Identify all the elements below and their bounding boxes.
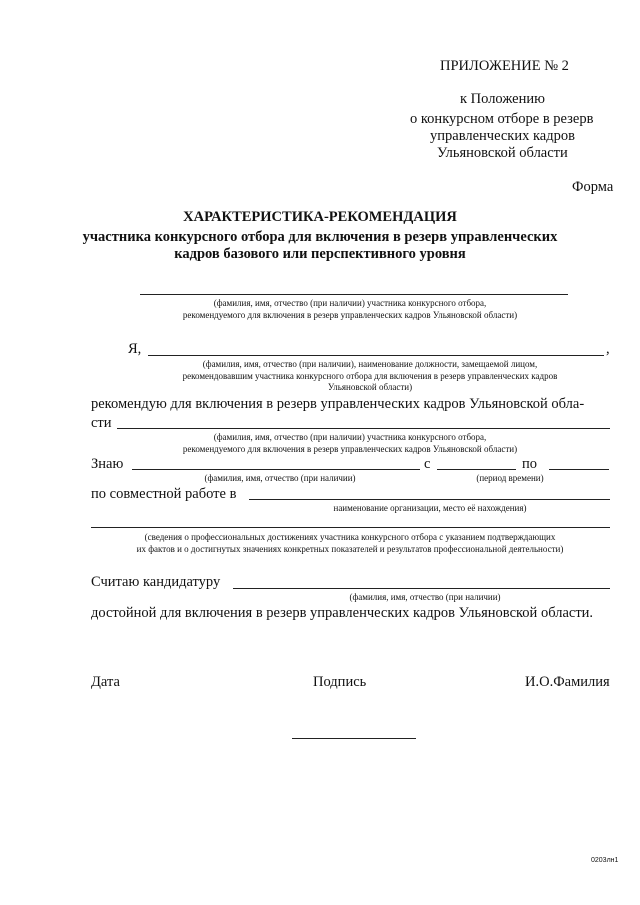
consider-name-line[interactable] — [233, 588, 610, 589]
document-subtitle-1: участника конкурсного отбора для включения в резерв управленческих — [82, 229, 558, 245]
worthy-text: достойной для включения в резерв управленческих кадров Ульяновской области. — [91, 605, 594, 621]
ref-line-2: о конкурсном отборе в резерв — [410, 111, 594, 127]
know-name-line[interactable] — [132, 469, 420, 470]
consider-label: Считаю кандидатуру — [91, 574, 221, 590]
period-to-line[interactable] — [549, 469, 609, 470]
participant-name-line[interactable] — [140, 294, 568, 295]
form-label: Форма — [572, 179, 614, 195]
footer-code: 0203лн1 — [591, 857, 619, 864]
bottom-short-line — [292, 738, 416, 739]
candidate-caption-2: рекомендуемого для включения в резерв управленческих кадров Ульяновской области) — [182, 444, 518, 454]
date-label: Дата — [91, 674, 120, 690]
consider-caption: (фамилия, имя, отчество (при наличии) — [349, 592, 501, 602]
recommender-caption-3: Ульяновской области) — [327, 382, 413, 392]
achievements-caption-1: (сведения о профессиональных достижениях участника конкурсного отбора с указанием подтверждающих — [144, 532, 556, 542]
know-label: Знаю — [91, 456, 124, 472]
document-title: ХАРАКТЕРИСТИКА-РЕКОМЕНДАЦИЯ — [183, 209, 457, 225]
sti-label: сти — [91, 415, 112, 431]
ref-line-1: к Положению — [460, 91, 545, 107]
period-from-line[interactable] — [437, 469, 516, 470]
ya-label: Я, — [128, 341, 142, 357]
participant-caption-1: (фамилия, имя, отчество (при наличии) участника конкурсного отбора, — [213, 298, 487, 308]
ref-line-4: Ульяновской области — [437, 145, 568, 161]
ref-line-3: управленческих кадров — [430, 128, 575, 144]
org-caption: наименование организации, место её нахождения) — [333, 503, 527, 513]
recommender-caption-2: рекомендовавшим участника конкурсного отбора для включения в резерв управленческих кадров — [182, 371, 558, 381]
achievements-line[interactable] — [91, 527, 610, 528]
ya-comma: , — [606, 341, 610, 357]
recommender-line[interactable] — [148, 355, 604, 356]
recommender-caption-1: (фамилия, имя, отчество (при наличии), наименование должности, замещаемой лицом, — [202, 359, 538, 369]
participant-caption-2: рекомендуемого для включения в резерв управленческих кадров Ульяновской области) — [182, 310, 518, 320]
from-label: с — [424, 456, 431, 472]
period-caption: (период времени) — [476, 473, 544, 483]
candidate-line[interactable] — [117, 428, 610, 429]
joint-work-label: по совместной работе в — [91, 486, 237, 502]
know-caption: (фамилия, имя, отчество (при наличии) — [204, 473, 356, 483]
document-subtitle-2: кадров базового или перспективного уровня — [174, 246, 466, 262]
recommend-text: рекомендую для включения в резерв управленческих кадров Ульяновской обла- — [91, 396, 585, 412]
achievements-caption-2: их фактов и о достигнутых значениях конкретных показателей и результатов профессиональной деятельности) — [136, 544, 564, 554]
full-name-label: И.О.Фамилия — [525, 674, 610, 690]
candidate-caption-1: (фамилия, имя, отчество (при наличии) участника конкурсного отбора, — [213, 432, 487, 442]
appendix-number: ПРИЛОЖЕНИЕ № 2 — [440, 58, 569, 74]
to-label: по — [522, 456, 538, 472]
signature-label: Подпись — [313, 674, 367, 690]
organization-line[interactable] — [249, 499, 610, 500]
